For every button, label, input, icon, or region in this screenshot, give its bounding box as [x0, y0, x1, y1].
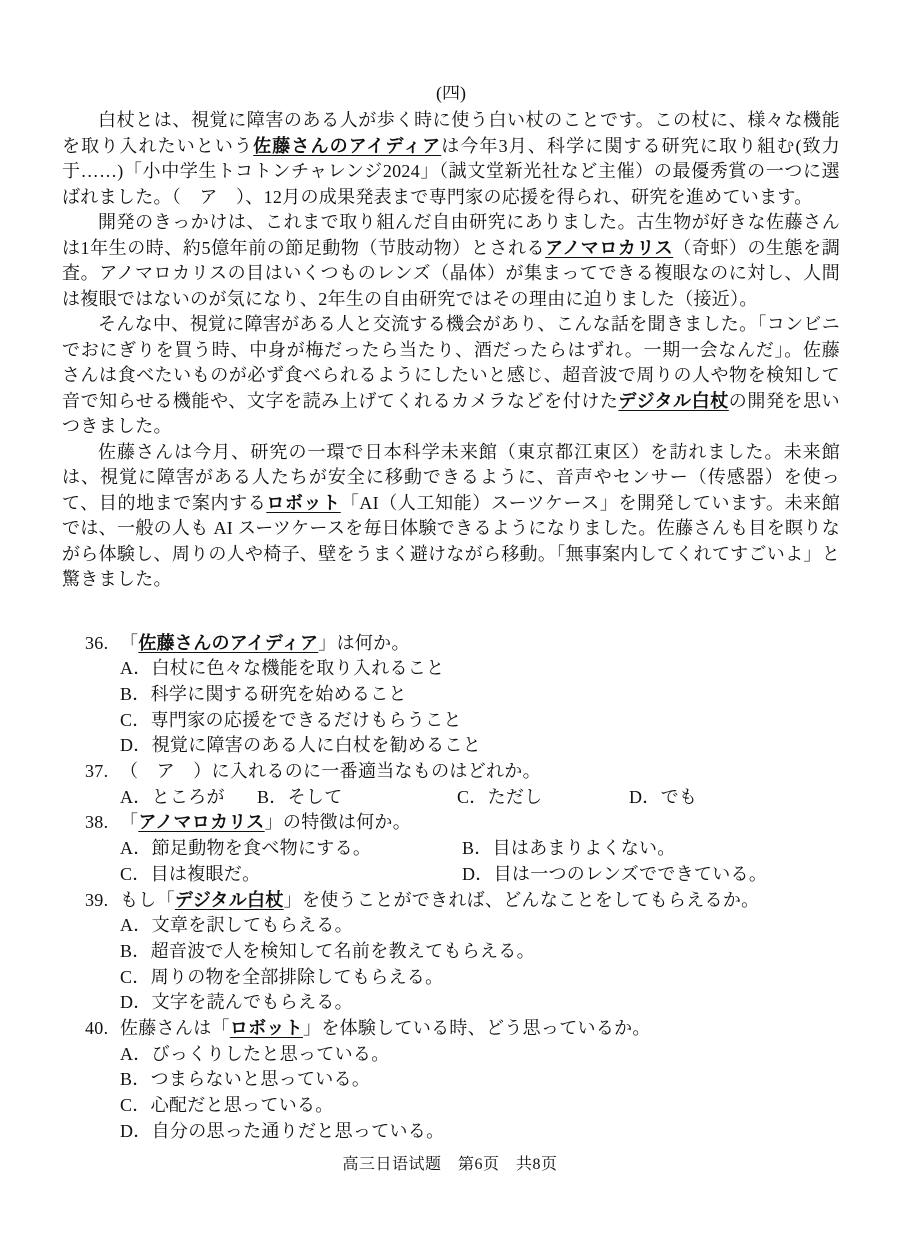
text-segment: 佐藤さんは今月、研究の一環で日本科学未来館（東京都江東区）を訪れました。未来館は、視覚に障害がある人たちが安全に移動できるように、音声やセンサー（传感器）を使って、目的地まで案内する [62, 441, 840, 513]
underlined-keyword: デジタル白杖 [618, 390, 729, 411]
question-body [120, 888, 840, 1017]
option-label: B． [120, 940, 151, 961]
question-body [120, 1016, 840, 1145]
text-segment: 佐藤さんは「 [120, 1018, 230, 1039]
passage-paragraph-3 [62, 312, 840, 440]
option-text: 目は一つのレンズでできている。 [493, 863, 768, 884]
question-number: 36. [85, 632, 109, 653]
question-body [120, 631, 840, 760]
option-A [120, 1042, 840, 1068]
option-B [462, 836, 840, 862]
option-text: 専門家の応援をできるだけもらうこと [150, 709, 462, 730]
option-B [257, 785, 457, 811]
option-text: 自分の思った通りだと思っている。 [151, 1120, 445, 1141]
option-label: D． [120, 1120, 152, 1141]
question-39 [62, 888, 840, 1017]
options-group [120, 913, 840, 1016]
option-text: 白杖に色々な機能を取り入れること [151, 658, 445, 679]
text-segment: は今年3月、科学に関する研究に取り組む(致力于……)「小中学生トコトンチャレンジ2024」（誠文堂新光社など主催）の最優秀賞の一つに選ばれました。（ ア ）、12月の成果発表まで専門家の応援を得られ、研究を進めています。 [62, 135, 841, 207]
text-segment: 」を体験している時、どう思っているか。 [303, 1018, 651, 1039]
question-stem [120, 888, 840, 914]
text-segment: もし「 [120, 889, 175, 910]
question-40 [62, 1016, 840, 1145]
section-label: (四) [436, 83, 466, 103]
underlined-keyword: ロボット [229, 1018, 304, 1039]
text-segment: 」の特徴は何か。 [264, 812, 412, 833]
underlined-keyword: 佐藤さんのアイディア [253, 135, 442, 156]
option-text: ただし [487, 786, 543, 807]
option-text: ところが [151, 786, 225, 807]
question-stem [120, 631, 840, 657]
options-group [120, 785, 840, 811]
underlined-keyword: アノマロカリス [138, 812, 265, 833]
option-label: B． [257, 786, 288, 807]
option-label: B． [462, 838, 493, 859]
text-segment: 「 [120, 812, 139, 833]
option-D [462, 862, 840, 888]
options-group [120, 1042, 840, 1145]
text-segment: 」を使うことができれば、どんなことをしてもらえるか。 [283, 889, 760, 910]
text-segment: 」は何か。 [318, 632, 410, 653]
option-label: D． [120, 735, 152, 756]
option-text: 超音波で人を検知して名前を教えてもらえる。 [150, 940, 535, 961]
text-segment: 「 [120, 632, 139, 653]
question-38 [62, 810, 840, 887]
option-label: A． [120, 1043, 152, 1064]
question-number: 38. [85, 812, 109, 833]
option-C [120, 708, 840, 734]
option-label: B． [120, 1069, 151, 1090]
text-segment: そんな中、視覚に障害がある人と交流する機会があり、こんな話を聞きました。「コンビニでおにぎりを買う時、中身が梅だったら当たり、酒だったらはずれ。一期一会なんだ」。佐藤さんは食べたいものが必ず食べられるようにしたいと感じ、超音波で周りの人や物を検知して音で知らせる機能や、文字を読み上げてくれるカメラなどを付けた [62, 314, 840, 411]
option-A [120, 836, 462, 862]
option-text: 周りの物を全部排除してもらえる。 [150, 966, 444, 987]
option-text: 文字を読んでもらえる。 [151, 992, 353, 1013]
option-text: 心配だと思っている。 [150, 1095, 334, 1116]
option-A [120, 913, 840, 939]
option-label: A． [120, 658, 152, 679]
option-text: 文章を訳してもらえる。 [151, 915, 353, 936]
option-text: 節足動物を食べ物にする。 [151, 838, 372, 859]
option-text: 目はあまりよくない。 [492, 838, 676, 859]
question-number: 40. [85, 1018, 109, 1039]
question-number: 39. [85, 889, 109, 910]
question-36 [62, 631, 840, 760]
question-37 [62, 759, 840, 810]
option-text: びっくりしたと思っている。 [151, 1043, 390, 1064]
option-B [120, 682, 840, 708]
text-segment: （奇虾）の生態を調査。アノマロカリスの目はいくつものレンズ（晶体）が集まってできる複眼なのに対し、人間は複眼ではないのが気になり、2年生の自由研究ではその理由に迫りました（接近）。 [62, 237, 840, 309]
option-C [120, 1093, 840, 1119]
question-body [120, 810, 840, 887]
option-label: C． [120, 709, 151, 730]
underlined-keyword: アノマロカリス [545, 237, 674, 258]
underlined-keyword: デジタル白杖 [174, 889, 284, 910]
option-C [120, 862, 462, 888]
option-D [120, 1119, 840, 1145]
options-group [120, 836, 840, 887]
text-segment: の開発を思いつきました。 [62, 390, 840, 436]
question-body [120, 759, 840, 810]
option-label: B． [120, 683, 151, 704]
text-segment: 「AI（人工知能）スーツケース」を開発しています。未来館では、一般の人も AI スーツケースを毎日体験できるようになりました。佐藤さんも目を瞑りながら体験し、周りの人や椅子、壁をうまく避けながら移動。「無事案内してくれてすごいよ」と驚きました。 [62, 492, 840, 589]
questions-section [62, 631, 840, 1145]
underlined-keyword: 佐藤さんのアイディア [138, 632, 319, 653]
option-label: C． [457, 786, 488, 807]
question-number: 37. [85, 761, 109, 782]
option-label: A． [120, 786, 152, 807]
option-C [457, 785, 629, 811]
option-label: D． [120, 992, 152, 1013]
option-A [120, 656, 840, 682]
option-label: A． [120, 915, 152, 936]
option-C [120, 965, 840, 991]
option-label: A． [120, 838, 152, 859]
underlined-keyword: ロボット [266, 492, 341, 513]
option-label: C． [120, 1095, 151, 1116]
text-segment: 白杖とは、視覚に障害のある人が歩く時に使う白い杖のことです。この杖に、様々な機能を取り入れたいという [62, 110, 840, 156]
text-segment: 開発のきっかけは、これまで取り組んだ自由研究にありました。古生物が好きな佐藤さんは1年生の時、約5億年前の節足動物（节肢动物）とされる [62, 212, 840, 258]
question-stem [120, 810, 840, 836]
option-text: でも [660, 786, 698, 807]
option-text: 科学に関する研究を始めること [150, 683, 407, 704]
passage-paragraph-4 [62, 440, 840, 593]
reading-passage [62, 108, 840, 593]
option-D [120, 733, 840, 759]
option-B [120, 1067, 840, 1093]
option-text: そして [287, 786, 343, 807]
options-group [120, 656, 840, 759]
option-label: C． [120, 966, 151, 987]
option-text: 目は複眼だ。 [150, 863, 261, 884]
option-D [629, 785, 840, 811]
question-stem [120, 1016, 840, 1042]
option-label: D． [629, 786, 661, 807]
option-B [120, 939, 840, 965]
passage-paragraph-1 [62, 108, 840, 210]
option-D [120, 990, 840, 1016]
text-segment: （ ア ）に入れるのに一番適当なものはどれか。 [120, 761, 541, 782]
page-footer: 高三日语试题 第6页 共8页 [342, 1156, 558, 1173]
passage-paragraph-2 [62, 210, 840, 312]
question-stem [120, 759, 840, 785]
option-A [120, 785, 257, 811]
option-label: C． [120, 863, 151, 884]
option-text: つまらないと思っている。 [150, 1069, 371, 1090]
option-label: D． [462, 863, 494, 884]
option-text: 視覚に障害のある人に白杖を勧めること [151, 735, 482, 756]
